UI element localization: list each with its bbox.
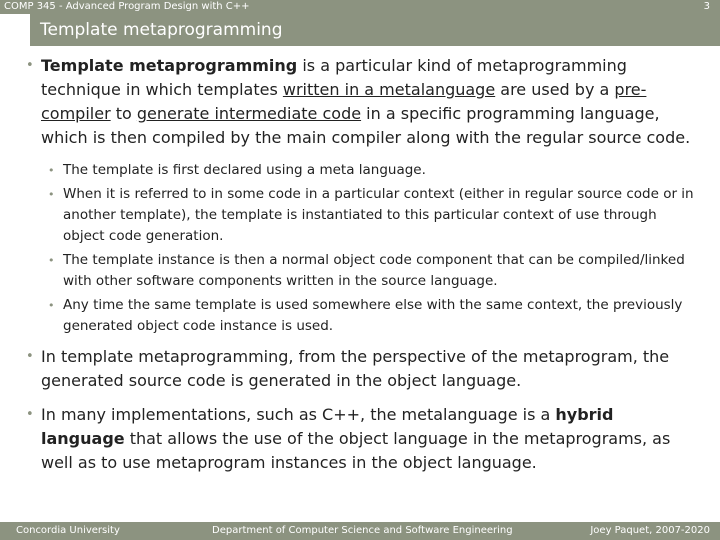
bullet-1-part-8: in a specific programming language, which is then compiled by the main compiler along with the regular source code. (41, 104, 691, 147)
bullet-1-part-3: written in a metalanguage (282, 80, 496, 99)
footer-department: Department of Computer Science and Software Engineering (212, 525, 513, 536)
course-title: COMP 345 - Advanced Program Design with C++ (4, 1, 250, 12)
footer-university: Concordia University (16, 525, 120, 536)
bullet-3-part-1: In many implementations, such as C++, the metalanguage is a (41, 405, 556, 424)
bullet-3 (24, 403, 694, 475)
bullet-1-part-2: is a particular kind of metaprogramming technique in which templates (41, 56, 627, 99)
bullet-1 (24, 54, 694, 150)
footer-bar (0, 522, 720, 540)
footer-author: Joey Paquet, 2007-2020 (590, 525, 710, 536)
sub-bullet-2: • When it is referred to in some code in a particular context (either in regular source code or in another template), the template is instantiated to this particular context of use through object code generation. (41, 184, 694, 247)
bullet-3-part-3: that allows the use of the object language in the metaprograms, as well as to use metaprogram instances in the object language. (41, 429, 671, 472)
bullet-1-part-6: to (110, 104, 137, 123)
sub-bullet-3: • The template instance is then a normal object code component that can be compiled/linked with other software components written in the source language. (41, 250, 694, 292)
slide-title-bar (30, 14, 720, 46)
slide-content (24, 54, 694, 485)
bullet-2 (24, 345, 694, 393)
bullet-1-part-1: Template metaprogramming (41, 56, 298, 75)
bullet-3-part-2: hybrid language (41, 405, 614, 448)
bullet-1-part-4: are used by a (495, 80, 615, 99)
sub-bullet-1: • The template is first declared using a meta language. (41, 160, 694, 181)
page-number: 3 (703, 1, 710, 12)
bullet-1-sublist (41, 160, 694, 337)
bullet-2-text: In template metaprogramming, from the perspective of the metaprogram, the generated source code is generated in the object language. (41, 347, 670, 390)
sub-bullet-4: • Any time the same template is used somewhere else with the same context, the previously generated object code instance is used. (41, 295, 694, 337)
header-bar (0, 0, 720, 14)
bullet-1-part-5: pre-compiler (41, 80, 647, 123)
bullet-1-part-7: generate intermediate code (136, 104, 362, 123)
slide-title: Template metaprogramming (40, 20, 283, 40)
